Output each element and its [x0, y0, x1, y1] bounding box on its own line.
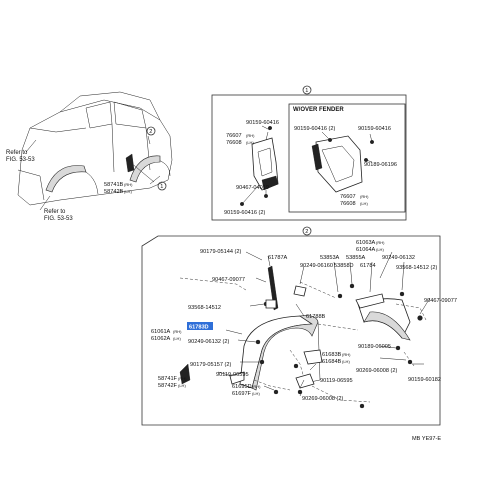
part-side-tag: (LH)	[173, 336, 181, 341]
retainer-strip	[294, 286, 306, 296]
vehicle-bumper	[18, 170, 44, 200]
part-number: 53853A	[320, 255, 340, 261]
vehicle-hood-line	[30, 128, 86, 132]
refer-to-line: FIG. 53-53	[44, 216, 73, 222]
clip-icon	[260, 360, 264, 364]
mudguard-right	[316, 136, 362, 192]
part-number: 90189-06005	[358, 344, 391, 350]
refer-to-line: Refer to	[6, 150, 28, 156]
part-number: 90467-09077	[424, 298, 457, 304]
vehicle-window	[86, 102, 112, 128]
refer-to-line: Refer to	[44, 209, 66, 215]
clip-icon	[338, 294, 342, 298]
part-number: 61788B	[306, 314, 326, 320]
clip-icon	[360, 404, 364, 408]
part-number: 90467-09077	[212, 277, 245, 283]
part-number: 93568-14512	[188, 305, 221, 311]
part-number: 90467-04019	[236, 185, 269, 191]
part-number: 61062A	[151, 336, 171, 342]
part-number: 90159-60416 (2)	[224, 210, 266, 216]
part-number: 90159-60416 (2)	[294, 126, 336, 132]
part-side-tag: (LH)	[360, 201, 368, 206]
part-number: 61787A	[268, 255, 288, 261]
part-number: 90249-06132	[382, 255, 415, 261]
clip-icon	[400, 292, 404, 296]
part-side-tag: (LH)	[124, 189, 132, 194]
part-number: 90119-06595	[216, 372, 249, 378]
part-side-tag: (RH)	[342, 352, 351, 357]
part-number: 58742B	[104, 189, 124, 195]
part-number: 61683B	[322, 352, 342, 358]
part-number: 93568-14512 (2)	[396, 265, 438, 271]
part-number: 90159-60416	[358, 126, 391, 132]
detail-1-mudguard	[212, 86, 406, 220]
detail-1-circle-label: 1	[305, 88, 309, 94]
part-side-tag: (RH)	[246, 133, 255, 138]
clip-icon	[396, 346, 400, 350]
part-number: 61784	[360, 263, 376, 269]
part-side-tag: (RH)	[376, 240, 385, 245]
side-mudguard	[126, 154, 134, 172]
part-number: 76607	[226, 133, 242, 139]
part-number: 61063A	[356, 240, 376, 246]
part-number: 90249-06132 (2)	[188, 339, 230, 345]
part-number: 90159-60182	[408, 377, 441, 383]
vehicle-overview	[18, 92, 172, 210]
part-side-tag: (LH)	[178, 383, 186, 388]
part-side-tag: (RH)	[178, 376, 187, 381]
part-number: 90179-05157 (2)	[190, 362, 232, 368]
clip-icon	[256, 340, 260, 344]
part-number: 53855A	[346, 255, 366, 261]
part-number: 90159-60416	[246, 120, 279, 126]
rear-over-fender	[130, 156, 160, 182]
part-side-tag: (RH)	[360, 194, 369, 199]
callout-circle-1-label: 1	[160, 184, 164, 190]
clip-icon	[294, 364, 298, 368]
part-number: 90189-06196	[364, 162, 397, 168]
refer-to-fig-bottom	[44, 209, 73, 222]
clip-icon	[274, 390, 278, 394]
part-side-tag: (LH)	[246, 140, 254, 145]
over-fender-subheader: W/OVER FENDER	[293, 107, 344, 113]
part-number: 90269-06008 (2)	[356, 368, 398, 374]
part-number: 90179-05144 (2)	[200, 249, 242, 255]
detail-2-circle-label: 2	[305, 229, 309, 235]
part-side-tag: (LH)	[252, 391, 260, 396]
part-number: 76608	[226, 140, 242, 146]
part-number: 61061A	[151, 329, 171, 335]
part-number: 76608	[340, 201, 356, 207]
vehicle-roof-line	[60, 92, 160, 120]
bracket-part	[304, 350, 322, 364]
part-number: 76607	[340, 194, 356, 200]
part-number: 61064A	[356, 247, 376, 253]
highlighted-part-number[interactable]: 61783D	[189, 324, 209, 331]
part-number: 90119-06595	[320, 378, 353, 384]
part-side-tag: (LH)	[376, 247, 384, 252]
part-number: 90249-06160	[300, 263, 333, 269]
refer-to-line: FIG. 53-53	[6, 157, 35, 163]
part-number: 58741F	[158, 376, 177, 382]
part-number: 61684B	[322, 359, 342, 365]
clip-icon	[350, 284, 354, 288]
diagram-reference-code: MB YE97-E	[412, 436, 442, 442]
part-number: 58741B	[104, 182, 124, 188]
part-side-tag: (LH)	[342, 359, 350, 364]
part-number: 61695D	[232, 384, 252, 390]
part-side-tag: (RH)	[252, 384, 261, 389]
callout-circle-2-label: 2	[149, 129, 153, 135]
part-number: 61697F	[232, 391, 251, 397]
assembly-guide	[318, 324, 358, 330]
bracket-part	[296, 374, 314, 388]
assembly-guide	[290, 350, 304, 378]
part-side-tag: (RH)	[124, 182, 133, 187]
clip-icon	[408, 360, 412, 364]
refer-to-fig-top	[6, 150, 35, 163]
clip-plate	[266, 300, 276, 308]
clip-icon	[418, 316, 423, 321]
vehicle-body-outline	[18, 100, 172, 205]
front-over-fender	[46, 166, 86, 193]
mudguard-small	[180, 364, 190, 384]
detail-1-frame	[212, 95, 406, 220]
part-side-tag: (RH)	[173, 329, 182, 334]
part-number: 90269-06008 (2)	[302, 396, 344, 402]
part-number: 58742F	[158, 383, 177, 389]
part-number: 53858D	[334, 263, 354, 269]
